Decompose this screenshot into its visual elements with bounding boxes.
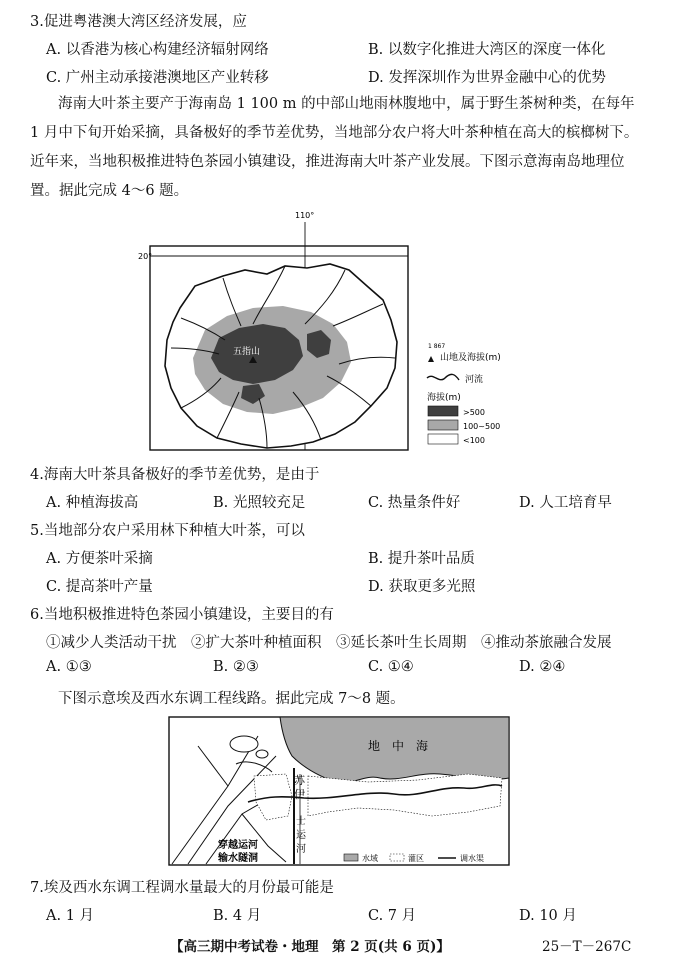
q7-option-b: B. 4 月 bbox=[213, 908, 262, 924]
legend-peak-icon bbox=[428, 356, 434, 362]
canal-char-2: 伊 bbox=[294, 788, 305, 801]
lake-small bbox=[256, 750, 268, 758]
passage-hainan-line-1: 海南大叶茶主要产于海南岛 1 100 m 的中部山地雨林腹地中，属于野生茶树种类，在每年 bbox=[58, 96, 635, 112]
legend-canal-label: 调水渠 bbox=[460, 854, 484, 863]
legend-elevation-title: 海拔(m) bbox=[427, 393, 461, 403]
q6-option-b: B. ②③ bbox=[213, 659, 259, 675]
q6-option-d: D. ②④ bbox=[519, 659, 566, 675]
legend-water-label: 水域 bbox=[362, 854, 378, 863]
q3-option-b: B. 以数字化推进大湾区的深度一体化 bbox=[368, 42, 606, 58]
legend-river-label: 河流 bbox=[465, 375, 484, 385]
passage-hainan-line-4: 置。据此完成 4～6 题。 bbox=[30, 183, 189, 199]
q4-option-d: D. 人工培育早 bbox=[519, 495, 612, 511]
footer-code: 25－T－267C bbox=[542, 939, 632, 955]
q7-option-a: A. 1 月 bbox=[46, 908, 95, 924]
legend-peak-value: 1 867 bbox=[428, 343, 446, 350]
hainan-map-legend bbox=[427, 343, 501, 445]
legend-low-label: <100 bbox=[463, 436, 485, 445]
tunnel-label-line-1: 穿越运河 bbox=[218, 840, 258, 851]
legend-mid-label: 100~500 bbox=[463, 422, 501, 431]
legend-peak-label: 山地及海拔(m) bbox=[440, 353, 501, 363]
q5-option-c: C. 提高茶叶产量 bbox=[46, 579, 153, 595]
q3-stem: 3.促进粤港澳大湾区经济发展，应 bbox=[30, 14, 247, 30]
passage-egypt: 下图示意埃及西水东调工程线路。据此完成 7～8 题。 bbox=[58, 691, 405, 707]
q6-option-a: A. ①③ bbox=[46, 659, 92, 675]
q4-option-b: B. 光照较充足 bbox=[213, 495, 306, 511]
passage-hainan-line-3: 近年来，当地积极推进特色茶园小镇建设，推进海南大叶茶产业发展。下图示意海南岛地理位 bbox=[30, 154, 625, 170]
q5-stem: 5.当地部分农户采用林下种植大叶茶，可以 bbox=[30, 523, 305, 539]
legend-high-label: >500 bbox=[463, 408, 485, 417]
q3-option-a: A. 以香港为核心构建经济辐射网络 bbox=[46, 42, 269, 58]
egypt-water-map bbox=[168, 716, 510, 866]
canal-char-3: 士 bbox=[296, 816, 306, 827]
q4-stem: 4.海南大叶茶具备极好的季节差优势，是由于 bbox=[30, 467, 320, 483]
sea-label: 地 中 海 bbox=[368, 739, 429, 753]
legend-water-swatch bbox=[344, 854, 358, 861]
footer-page-info: 【高三期中考试卷・地理 第 2 页(共 6 页)】 bbox=[170, 939, 450, 955]
latitude-label: 20° bbox=[138, 252, 153, 261]
lake-west bbox=[230, 736, 258, 752]
q6-items: ①减少人类活动干扰 ②扩大茶叶种植面积 ③延长茶叶生长周期 ④推动茶旅融合发展 bbox=[46, 635, 612, 651]
q4-option-a: A. 种植海拔高 bbox=[46, 495, 139, 511]
passage-hainan bbox=[30, 90, 648, 206]
passage-hainan-line-2: 1 月中下旬开始采摘，具备极好的季节差优势，当地部分农户将大叶茶种植在高大的槟榔树下。 bbox=[30, 125, 639, 141]
legend-high-swatch bbox=[428, 406, 458, 416]
legend-river-icon bbox=[427, 374, 459, 380]
legend-irrigation-swatch bbox=[390, 854, 404, 861]
egypt-map-legend bbox=[344, 853, 484, 863]
legend-low-swatch bbox=[428, 434, 458, 444]
q6-stem: 6.当地积极推进特色茶园小镇建设，主要目的有 bbox=[30, 607, 334, 623]
peak-label: 五指山 bbox=[233, 347, 261, 357]
q5-option-a: A. 方便茶叶采摘 bbox=[46, 551, 153, 567]
canal-char-1: 苏 bbox=[294, 774, 305, 787]
q7-option-c: C. 7 月 bbox=[368, 908, 417, 924]
legend-irrigation-label: 灌区 bbox=[408, 854, 424, 863]
q3-option-d: D. 发挥深圳作为世界金融中心的优势 bbox=[368, 70, 606, 86]
canal-char-4: 运 bbox=[296, 830, 306, 841]
q4-option-c: C. 热量条件好 bbox=[368, 495, 461, 511]
q7-stem: 7.埃及西水东调工程调水量最大的月份最可能是 bbox=[30, 880, 334, 896]
q5-option-d: D. 获取更多光照 bbox=[368, 579, 476, 595]
tunnel-label-line-2: 输水隧洞 bbox=[218, 853, 258, 864]
legend-mid-swatch bbox=[428, 420, 458, 430]
q3-option-c: C. 广州主动承接港澳地区产业转移 bbox=[46, 70, 269, 86]
q5-option-b: B. 提升茶叶品质 bbox=[368, 551, 475, 567]
longitude-label: 110° bbox=[295, 211, 315, 220]
canal-char-5: 河 bbox=[296, 844, 306, 855]
hainan-map bbox=[135, 208, 540, 454]
q6-option-c: C. ①④ bbox=[368, 659, 414, 675]
q7-option-d: D. 10 月 bbox=[519, 908, 577, 924]
